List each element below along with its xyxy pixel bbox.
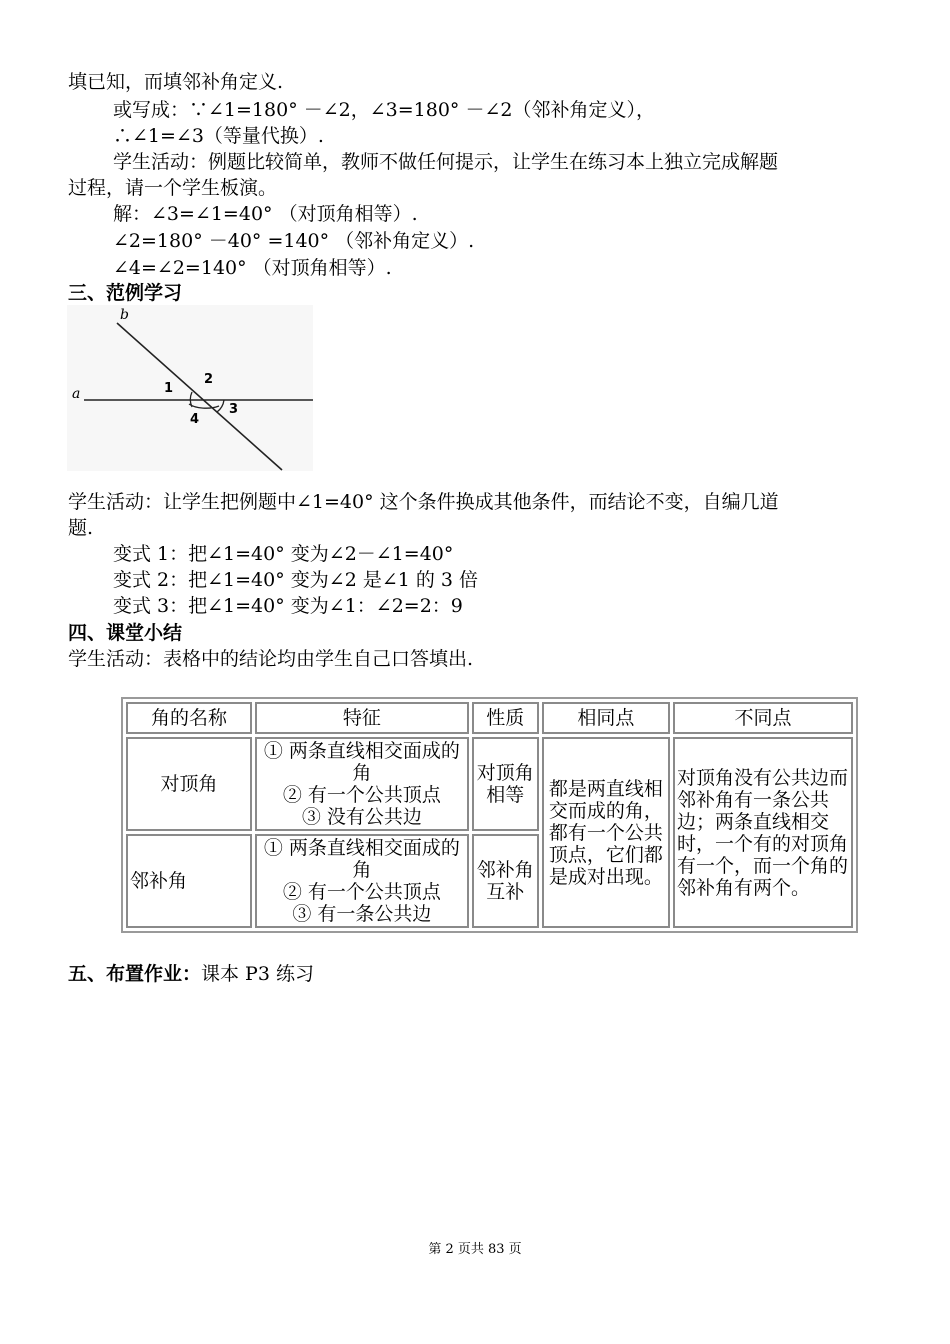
label-3: 3	[229, 402, 239, 417]
angle-name-cell: 对顶角	[126, 737, 252, 831]
label-2: 2	[204, 372, 214, 387]
feature-item: ② 有一个公共顶点	[282, 881, 441, 903]
text-line: 学生活动：让学生把例题中∠1=40° 这个条件换成其他条件，而结论不变，自编几道	[68, 491, 779, 513]
angle-arc-4	[189, 404, 219, 408]
angle-figure	[67, 305, 313, 471]
property-cell: 邻补角互补	[472, 834, 539, 928]
feature-item: ① 两条直线相交面成的角	[263, 837, 460, 881]
header-cell: 特征	[255, 702, 469, 734]
feature-item: ② 有一个公共顶点	[282, 784, 441, 806]
header-cell: 角的名称	[126, 702, 252, 734]
variant-line: 变式 1：把∠1=40° 变为∠2－∠1=40°	[113, 543, 454, 565]
feature-item: ③ 有一条公共边	[292, 903, 432, 925]
label-a: a	[72, 386, 81, 402]
variant-line: 变式 3：把∠1=40° 变为∠1：∠2=2：9	[113, 595, 463, 617]
same-point-cell: 都是两直线相交而成的角，都有一个公共顶点，它们都是成对出现。	[542, 737, 670, 928]
header-cell: 性质	[472, 702, 539, 734]
text-line: 解：∠3=∠1=40° （对顶角相等）.	[113, 203, 418, 225]
variant-line: 变式 2：把∠1=40° 变为∠2 是∠1 的 3 倍	[113, 569, 479, 591]
line-b	[117, 323, 282, 470]
label-1: 1	[164, 381, 174, 396]
section-heading: 五、布置作业：	[68, 963, 202, 985]
header-cell: 不同点	[673, 702, 853, 734]
label-b: b	[120, 307, 129, 323]
feature-cell	[255, 834, 469, 928]
text-line: 学生活动：例题比较简单，教师不做任何提示，让学生在练习本上独立完成解题	[113, 151, 779, 173]
text-line: ∠4=∠2=140° （对顶角相等）.	[113, 257, 392, 279]
property-cell: 对顶角相等	[472, 737, 539, 831]
label-4: 4	[190, 412, 200, 427]
text-line: 过程，请一个学生板演。	[68, 177, 278, 199]
text-line: 题.	[68, 517, 94, 539]
text-line: 或写成：∵∠1=180° －∠2，∠3=180° －∠2（邻补角定义），	[113, 99, 655, 121]
page-footer: 第 2 页共 83 页	[428, 1242, 522, 1257]
text-line: 填已知，而填邻补角定义.	[68, 71, 284, 93]
header-cell: 相同点	[542, 702, 670, 734]
text-line: 学生活动：表格中的结论均由学生自己口答填出.	[68, 648, 474, 670]
table-header-row	[126, 702, 853, 734]
text-line: ∴∠1=∠3（等量代换）.	[113, 125, 324, 147]
homework-text: 课本 P3 练习	[201, 963, 314, 985]
difference-cell: 对顶角没有公共边而邻补角有一条公共边；两条直线相交时，一个有的对顶角有一个，而一个角的邻补角有两个。	[673, 737, 853, 928]
text-line: ∠2=180° －40° =140° （邻补角定义）.	[113, 230, 475, 252]
homework-line	[68, 961, 314, 987]
section-heading: 三、范例学习	[68, 282, 183, 304]
angle-name-cell: 邻补角	[126, 834, 252, 928]
feature-item: ③ 没有公共边	[301, 806, 422, 828]
feature-cell	[255, 737, 469, 831]
section-heading: 四、课堂小结	[68, 622, 183, 644]
feature-item: ① 两条直线相交面成的角	[263, 740, 460, 784]
summary-table	[121, 697, 858, 933]
table-row	[126, 737, 853, 831]
